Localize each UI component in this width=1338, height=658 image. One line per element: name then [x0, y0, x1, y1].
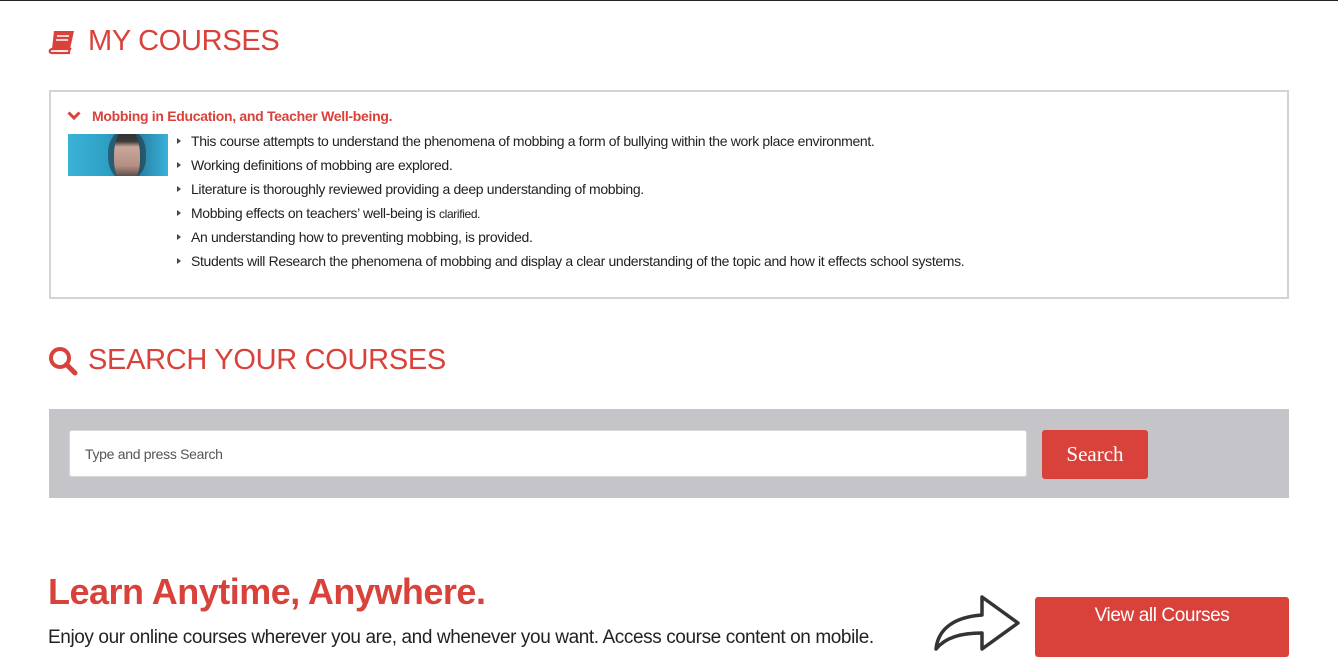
course-toggle[interactable]: [67, 108, 392, 124]
search-icon: [48, 346, 78, 376]
course-description-list: [177, 129, 964, 273]
search-button[interactable]: Search: [1042, 430, 1148, 479]
my-courses-heading: [48, 25, 279, 58]
promo-text: Enjoy our online courses wherever you are, and whenever you want. Access course content on mobile.: [48, 627, 874, 648]
book-icon: [48, 27, 78, 57]
list-item: This course attempts to understand the phenomena of mobbing a form of bullying within the work place environment.: [177, 129, 964, 153]
list-item: An understanding how to preventing mobbing, is provided.: [177, 225, 964, 249]
course-thumbnail[interactable]: [68, 134, 168, 176]
list-item: Students will Research the phenomena of mobbing and display a clear understanding of the topic and how it effects school systems.: [177, 249, 964, 273]
course-card: [49, 90, 1289, 299]
search-heading: [48, 344, 446, 377]
course-title-link[interactable]: Mobbing in Education, and Teacher Well-being.: [92, 108, 393, 124]
chevron-down-icon[interactable]: [67, 111, 81, 121]
search-title: SEARCH YOUR COURSES: [88, 344, 446, 376]
share-arrow-icon: [932, 593, 1022, 653]
search-input[interactable]: [69, 430, 1027, 477]
my-courses-title: MY COURSES: [88, 25, 280, 57]
search-panel: [49, 409, 1289, 498]
list-item: Literature is thoroughly reviewed providing a deep understanding of mobbing.: [177, 177, 964, 201]
list-item: Working definitions of mobbing are explored.: [177, 153, 964, 177]
promo-title: Learn Anytime, Anywhere.: [48, 571, 486, 612]
list-item: Mobbing effects on teachers’ well-being is clarified.: [177, 201, 964, 225]
view-all-courses-button[interactable]: View all Courses: [1035, 597, 1289, 657]
